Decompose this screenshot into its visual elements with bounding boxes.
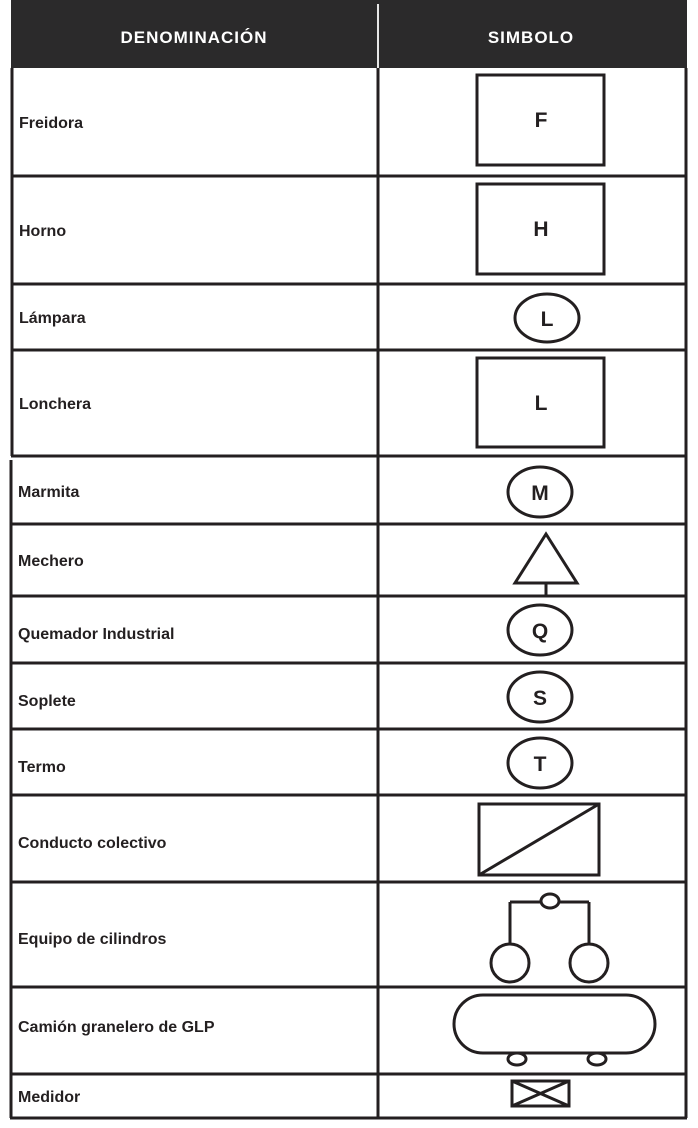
ellipse-symbol-icon	[515, 294, 579, 342]
table-row-name: Soplete	[18, 693, 76, 710]
header-symbol: SIMBOLO	[487, 28, 575, 47]
triangle-symbol-icon	[515, 534, 577, 596]
circle-symbol-icon	[508, 672, 572, 722]
svg-text:H: H	[533, 218, 549, 241]
table-row-name: Horno	[19, 223, 67, 240]
table-row-name: Quemador Industrial	[18, 626, 175, 643]
circle-symbol-icon	[508, 738, 572, 788]
header-name: DENOMINACIÓN	[120, 28, 268, 47]
table-row-name: Freidora	[19, 115, 84, 132]
table-row-name: Conducto colectivo	[18, 835, 167, 852]
tank-truck-symbol-icon	[454, 995, 655, 1065]
circle-symbol-icon	[508, 467, 572, 517]
row-labels	[18, 115, 215, 1106]
square-box-symbol-icon	[477, 75, 604, 165]
symbols	[454, 75, 655, 1106]
table-row-name: Termo	[18, 759, 66, 776]
table-row-name: Lámpara	[19, 310, 86, 327]
svg-text:S: S	[532, 687, 548, 710]
svg-text:F: F	[534, 109, 548, 132]
table-row-name: Marmita	[18, 484, 80, 501]
row-grid	[10, 68, 687, 1118]
table-row-name: Medidor	[18, 1089, 81, 1106]
table-row-name: Mechero	[18, 553, 84, 570]
svg-text:T: T	[533, 753, 547, 776]
svg-text:M: M	[531, 482, 549, 505]
table-header	[11, 0, 687, 68]
table-row-name: Lonchera	[19, 396, 92, 413]
diagonal-box-symbol-icon	[479, 804, 599, 875]
svg-text:Q: Q	[531, 620, 549, 643]
square-box-symbol-icon	[477, 184, 604, 274]
square-box-symbol-icon	[477, 358, 604, 447]
table-row-name: Equipo de cilindros	[18, 931, 167, 948]
table-row-name: Camión granelero de GLP	[18, 1019, 215, 1036]
meter-symbol-icon	[512, 1081, 569, 1106]
circle-symbol-icon	[508, 605, 572, 655]
svg-text:L: L	[540, 308, 554, 331]
cylinders-symbol-icon	[491, 894, 608, 982]
svg-text:L: L	[534, 392, 548, 415]
